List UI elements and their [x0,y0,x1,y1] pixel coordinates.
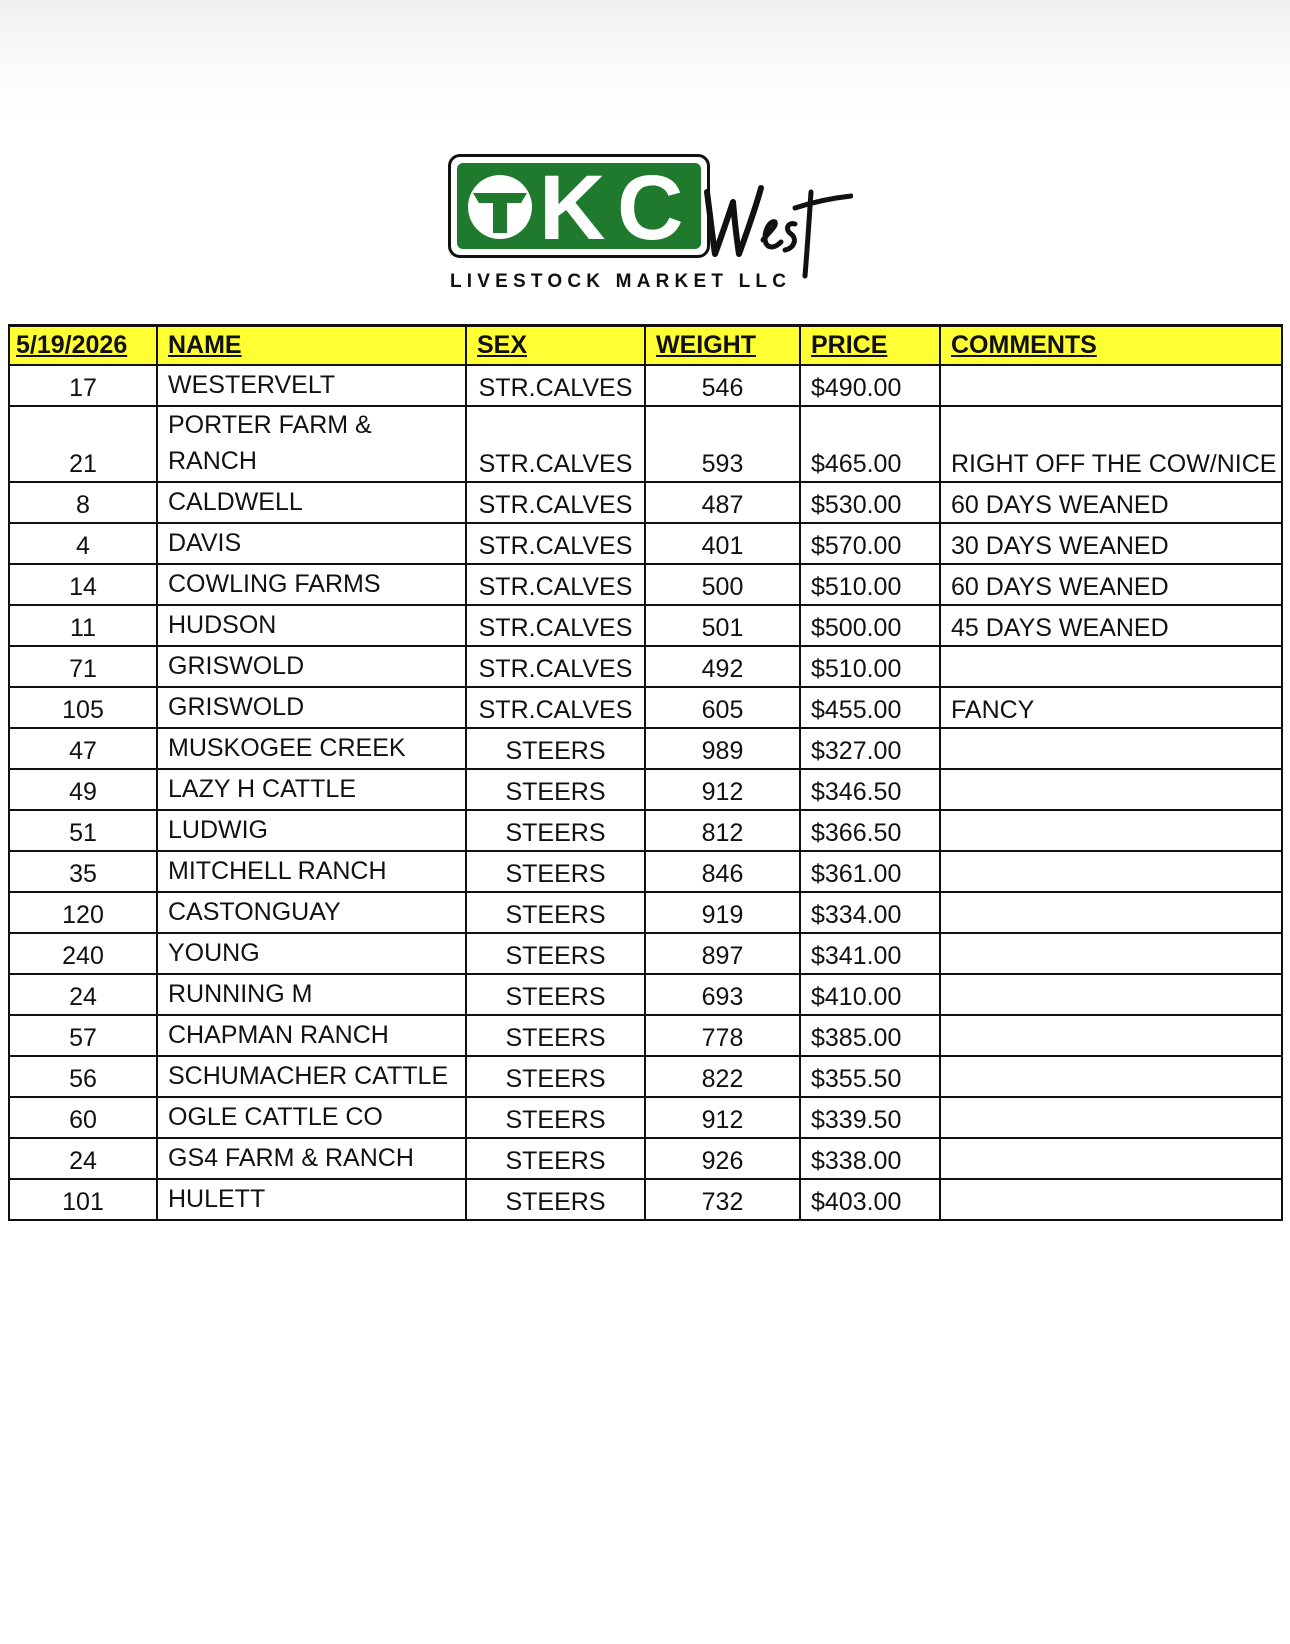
cell-comments [940,646,1282,687]
cell-weight: 822 [645,1056,800,1097]
cell-weight: 919 [645,892,800,933]
cell-comments [940,933,1282,974]
header-weight: WEIGHT [645,326,800,366]
cell-comments [940,810,1282,851]
cell-name: GRISWOLD [157,646,466,687]
cell-price: $510.00 [800,646,940,687]
cell-comments [940,974,1282,1015]
cell-name: SCHUMACHER CATTLE [157,1056,466,1097]
cell-price: $355.50 [800,1056,940,1097]
cell-sex: STEERS [466,728,645,769]
cell-price: $510.00 [800,564,940,605]
cell-weight: 897 [645,933,800,974]
cell-sex: STEERS [466,769,645,810]
cell-weight: 492 [645,646,800,687]
cell-weight: 912 [645,769,800,810]
cell-name: GRISWOLD [157,687,466,728]
cell-price: $385.00 [800,1015,940,1056]
cell-price: $341.00 [800,933,940,974]
cell-head: 60 [9,1097,157,1138]
header-date: 5/19/2026 [9,326,157,366]
cell-comments [940,365,1282,406]
cell-sex: STR.CALVES [466,406,645,482]
cell-name: GS4 FARM & RANCH [157,1138,466,1179]
cell-price: $338.00 [800,1138,940,1179]
table-row [9,523,1282,564]
cell-sex: STEERS [466,933,645,974]
cell-head: 71 [9,646,157,687]
cell-head: 56 [9,1056,157,1097]
header-sex: SEX [466,326,645,366]
cell-weight: 401 [645,523,800,564]
cell-price: $403.00 [800,1179,940,1220]
cell-sex: STEERS [466,810,645,851]
cell-head: 21 [9,406,157,482]
cell-weight: 732 [645,1179,800,1220]
table-row [9,646,1282,687]
table-row [9,728,1282,769]
cell-name: LUDWIG [157,810,466,851]
table-row [9,810,1282,851]
cell-weight: 546 [645,365,800,406]
cell-name: HULETT [157,1179,466,1220]
cell-head: 4 [9,523,157,564]
header-price: PRICE [800,326,940,366]
cell-sex: STEERS [466,1138,645,1179]
cell-sex: STEERS [466,1015,645,1056]
cell-sex: STEERS [466,1179,645,1220]
cell-weight: 500 [645,564,800,605]
cell-weight: 846 [645,851,800,892]
cell-price: $500.00 [800,605,940,646]
cell-weight: 989 [645,728,800,769]
cell-weight: 693 [645,974,800,1015]
cell-sex: STR.CALVES [466,365,645,406]
cell-price: $465.00 [800,406,940,482]
cell-name: LAZY H CATTLE [157,769,466,810]
logo-green-panel [457,157,701,259]
cell-comments [940,1056,1282,1097]
cell-head: 14 [9,564,157,605]
cell-weight: 812 [645,810,800,851]
cell-weight: 605 [645,687,800,728]
cell-sex: STEERS [466,892,645,933]
cell-head: 57 [9,1015,157,1056]
logo-letter-c: C [617,157,680,259]
cell-name: OGLE CATTLE CO [157,1097,466,1138]
cell-head: 51 [9,810,157,851]
cell-head: 8 [9,482,157,523]
cell-comments [940,851,1282,892]
cell-price: $530.00 [800,482,940,523]
header-comments: COMMENTS [940,326,1282,366]
cell-price: $339.50 [800,1097,940,1138]
cell-comments: 60 DAYS WEANED [940,564,1282,605]
cell-sex: STR.CALVES [466,687,645,728]
table-row [9,605,1282,646]
cell-sex: STR.CALVES [466,646,645,687]
cell-comments: FANCY [940,687,1282,728]
cell-sex: STR.CALVES [466,523,645,564]
cell-head: 47 [9,728,157,769]
cell-sex: STR.CALVES [466,605,645,646]
cell-name: WESTERVELT [157,365,466,406]
cell-name: CALDWELL [157,482,466,523]
cell-head: 101 [9,1179,157,1220]
cell-name: COWLING FARMS [157,564,466,605]
cell-price: $334.00 [800,892,940,933]
cell-price: $346.50 [800,769,940,810]
table-row [9,1015,1282,1056]
cell-head: 240 [9,933,157,974]
cell-head: 49 [9,769,157,810]
cell-sex: STEERS [466,851,645,892]
cell-price: $366.50 [800,810,940,851]
cell-sex: STEERS [466,1097,645,1138]
table-row [9,974,1282,1015]
cell-price: $490.00 [800,365,940,406]
table-row [9,564,1282,605]
cell-comments [940,1179,1282,1220]
cell-price: $327.00 [800,728,940,769]
cell-head: 24 [9,1138,157,1179]
cell-comments [940,892,1282,933]
table-row [9,1056,1282,1097]
logo-letter-k: K [539,157,602,259]
cell-head: 17 [9,365,157,406]
cell-price: $455.00 [800,687,940,728]
cell-name: DAVIS [157,523,466,564]
cell-name: CASTONGUAY [157,892,466,933]
cell-price: $570.00 [800,523,940,564]
table-row [9,365,1282,406]
cell-weight: 912 [645,1097,800,1138]
cell-head: 24 [9,974,157,1015]
table-row [9,851,1282,892]
cell-comments [940,1097,1282,1138]
cell-price: $410.00 [800,974,940,1015]
cell-weight: 593 [645,406,800,482]
company-logo [448,154,848,294]
cell-comments: 45 DAYS WEANED [940,605,1282,646]
table-row [9,482,1282,523]
cell-comments [940,1138,1282,1179]
cell-name: MUSKOGEE CREEK [157,728,466,769]
cell-weight: 926 [645,1138,800,1179]
table-row [9,1179,1282,1220]
table-row [9,1138,1282,1179]
cell-name: HUDSON [157,605,466,646]
cell-comments: RIGHT OFF THE COW/NICE [940,406,1282,482]
cell-weight: 778 [645,1015,800,1056]
table-row [9,687,1282,728]
sales-report-table [8,324,1283,1221]
cell-comments [940,1015,1282,1056]
cell-head: 120 [9,892,157,933]
cell-comments [940,769,1282,810]
cell-head: 11 [9,605,157,646]
table-row [9,892,1282,933]
cell-sex: STEERS [466,1056,645,1097]
header-name: NAME [157,326,466,366]
cell-name: YOUNG [157,933,466,974]
cell-comments [940,728,1282,769]
cell-weight: 501 [645,605,800,646]
table-row [9,1097,1282,1138]
cell-sex: STR.CALVES [466,482,645,523]
cell-comments: 30 DAYS WEANED [940,523,1282,564]
cell-head: 35 [9,851,157,892]
logo-subtitle: LIVESTOCK MARKET LLC [450,271,792,292]
cell-head: 105 [9,687,157,728]
table-header-row [9,326,1282,366]
cell-name: RUNNING M [157,974,466,1015]
logo-badge [448,154,710,258]
table-row [9,406,1282,482]
west-script-wordmark [703,162,853,282]
cell-name: MITCHELL RANCH [157,851,466,892]
cell-weight: 487 [645,482,800,523]
cell-sex: STR.CALVES [466,564,645,605]
table-row [9,769,1282,810]
steer-head-icon [463,173,537,241]
table-row [9,933,1282,974]
cell-sex: STEERS [466,974,645,1015]
cell-price: $361.00 [800,851,940,892]
cell-comments: 60 DAYS WEANED [940,482,1282,523]
cell-name: PORTER FARM & RANCH [157,406,466,482]
cell-name: CHAPMAN RANCH [157,1015,466,1056]
